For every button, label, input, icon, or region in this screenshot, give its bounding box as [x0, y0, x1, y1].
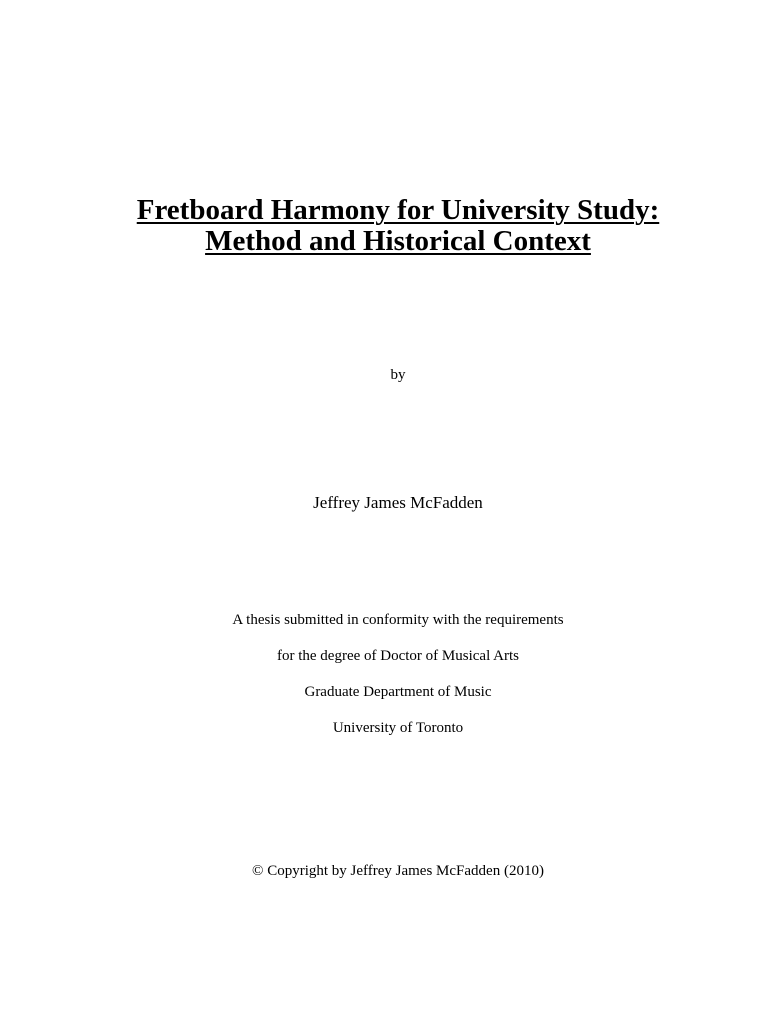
title-line-2 [0, 225, 768, 257]
author-name: Jeffrey James McFadden [313, 493, 483, 512]
thesis-statement-line-1: A thesis submitted in conformity with the requirements [232, 612, 564, 628]
title-line-1 [0, 194, 768, 226]
by-label: by [390, 367, 406, 383]
title-line-2-text: Method and Historical Context [205, 225, 591, 257]
department-name: Graduate Department of Music [304, 684, 492, 700]
university-name: University of Toronto [332, 720, 464, 736]
copyright-notice: © Copyright by Jeffrey James McFadden (2010) [252, 863, 544, 879]
title-line-1-text: Fretboard Harmony for University Study: [136, 194, 660, 226]
thesis-statement-line-2: for the degree of Doctor of Musical Arts [276, 648, 519, 664]
